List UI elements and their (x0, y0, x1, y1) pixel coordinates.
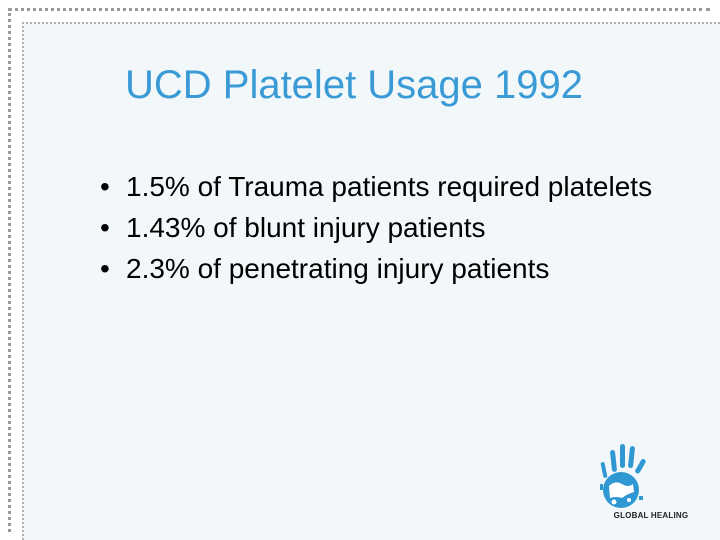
slide-title: UCD Platelet Usage 1992 (124, 63, 584, 107)
bullet-text: 1.43% of blunt injury patients (126, 212, 486, 243)
bullet-list (100, 166, 673, 289)
bullet-item (100, 248, 673, 289)
bullet-item (100, 166, 673, 207)
bullet-text: 2.3% of penetrating injury patients (126, 253, 550, 284)
logo-text: GLOBAL HEALING (613, 511, 689, 520)
bullet-marker: • (100, 253, 110, 284)
bullet-item (100, 207, 673, 248)
bullet-text: 1.5% of Trauma patients required platelets (126, 171, 653, 202)
bullet-marker: • (100, 212, 110, 243)
bullet-marker: • (100, 171, 110, 202)
